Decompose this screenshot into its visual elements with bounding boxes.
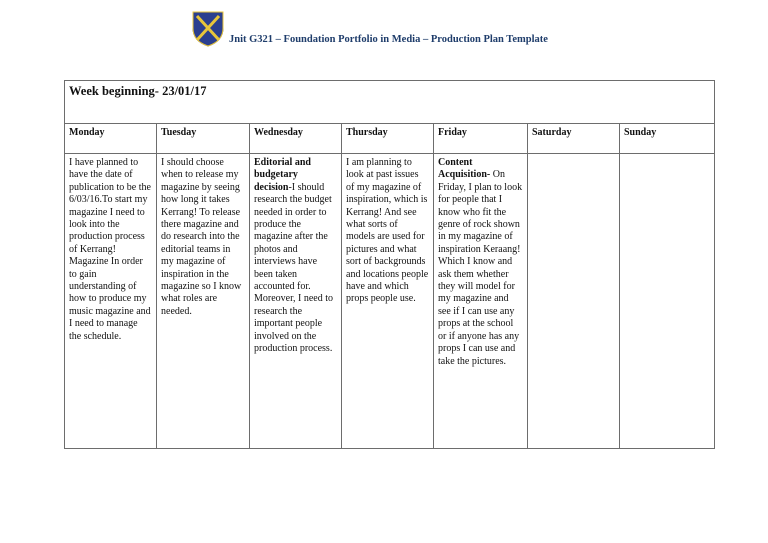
day-header-wednesday: Wednesday bbox=[250, 124, 342, 154]
friday-entry-heading: Content Acquisition- bbox=[438, 157, 491, 181]
day-header-monday: Monday bbox=[65, 124, 157, 154]
week-beginning-cell: Week beginning- 23/01/17 bbox=[65, 81, 715, 124]
thursday-entry-text: I am planning to look at past issues of my magazine of inspiration, which is Kerrang! And see what sorts of models are used for pictures and what sort of backgrounds and locations people have and which props people use. bbox=[346, 157, 429, 305]
production-plan-table bbox=[64, 80, 715, 449]
document-title: Jnit G321 – Foundation Portfolio in Media – Production Plan Template bbox=[229, 34, 548, 45]
tuesday-entry-text: I should choose when to release my magazine by seeing how long it takes Kerrang! To release there magazine and do research into the editorial teams in my magazine of inspiration in the magazine so I know what roles are needed. bbox=[161, 157, 242, 317]
monday-entry-text: I have planned to have the date of publication to be the 6/03/16.To start my magazine I need to look into the production process of Kerrang! Magazine In order to gain understanding of how to produce my music magazine and I need to manage the schedule. bbox=[69, 157, 151, 342]
day-header-friday: Friday bbox=[434, 124, 528, 154]
friday-entry-text: On Friday, I plan to look for people that I know who fit the genre of rock shown in my magazine of inspiration Keraang! Which I know and ask them whether they will model for my magazine and see if I can use any props at the school or if anyone has any props I can use and take the pictures. bbox=[438, 169, 523, 367]
wednesday-entry-text: -I should research the budget needed in order to produce the magazine after the photos and interviews have been taken accounted for. Moreover, I need to research the important people involved on the production process. bbox=[254, 181, 334, 355]
day-header-sunday: Sunday bbox=[620, 124, 715, 154]
wednesday-entry-heading: Editorial and budgetary decision bbox=[254, 157, 311, 193]
sunday-entry bbox=[620, 154, 715, 449]
thursday-entry bbox=[342, 154, 434, 449]
monday-entry bbox=[65, 154, 157, 449]
day-header-tuesday: Tuesday bbox=[157, 124, 250, 154]
day-header-saturday: Saturday bbox=[528, 124, 620, 154]
day-header-thursday: Thursday bbox=[342, 124, 434, 154]
wednesday-entry bbox=[250, 154, 342, 449]
saturday-entry bbox=[528, 154, 620, 449]
school-crest-logo bbox=[190, 8, 226, 48]
tuesday-entry bbox=[157, 154, 250, 449]
friday-entry bbox=[434, 154, 528, 449]
